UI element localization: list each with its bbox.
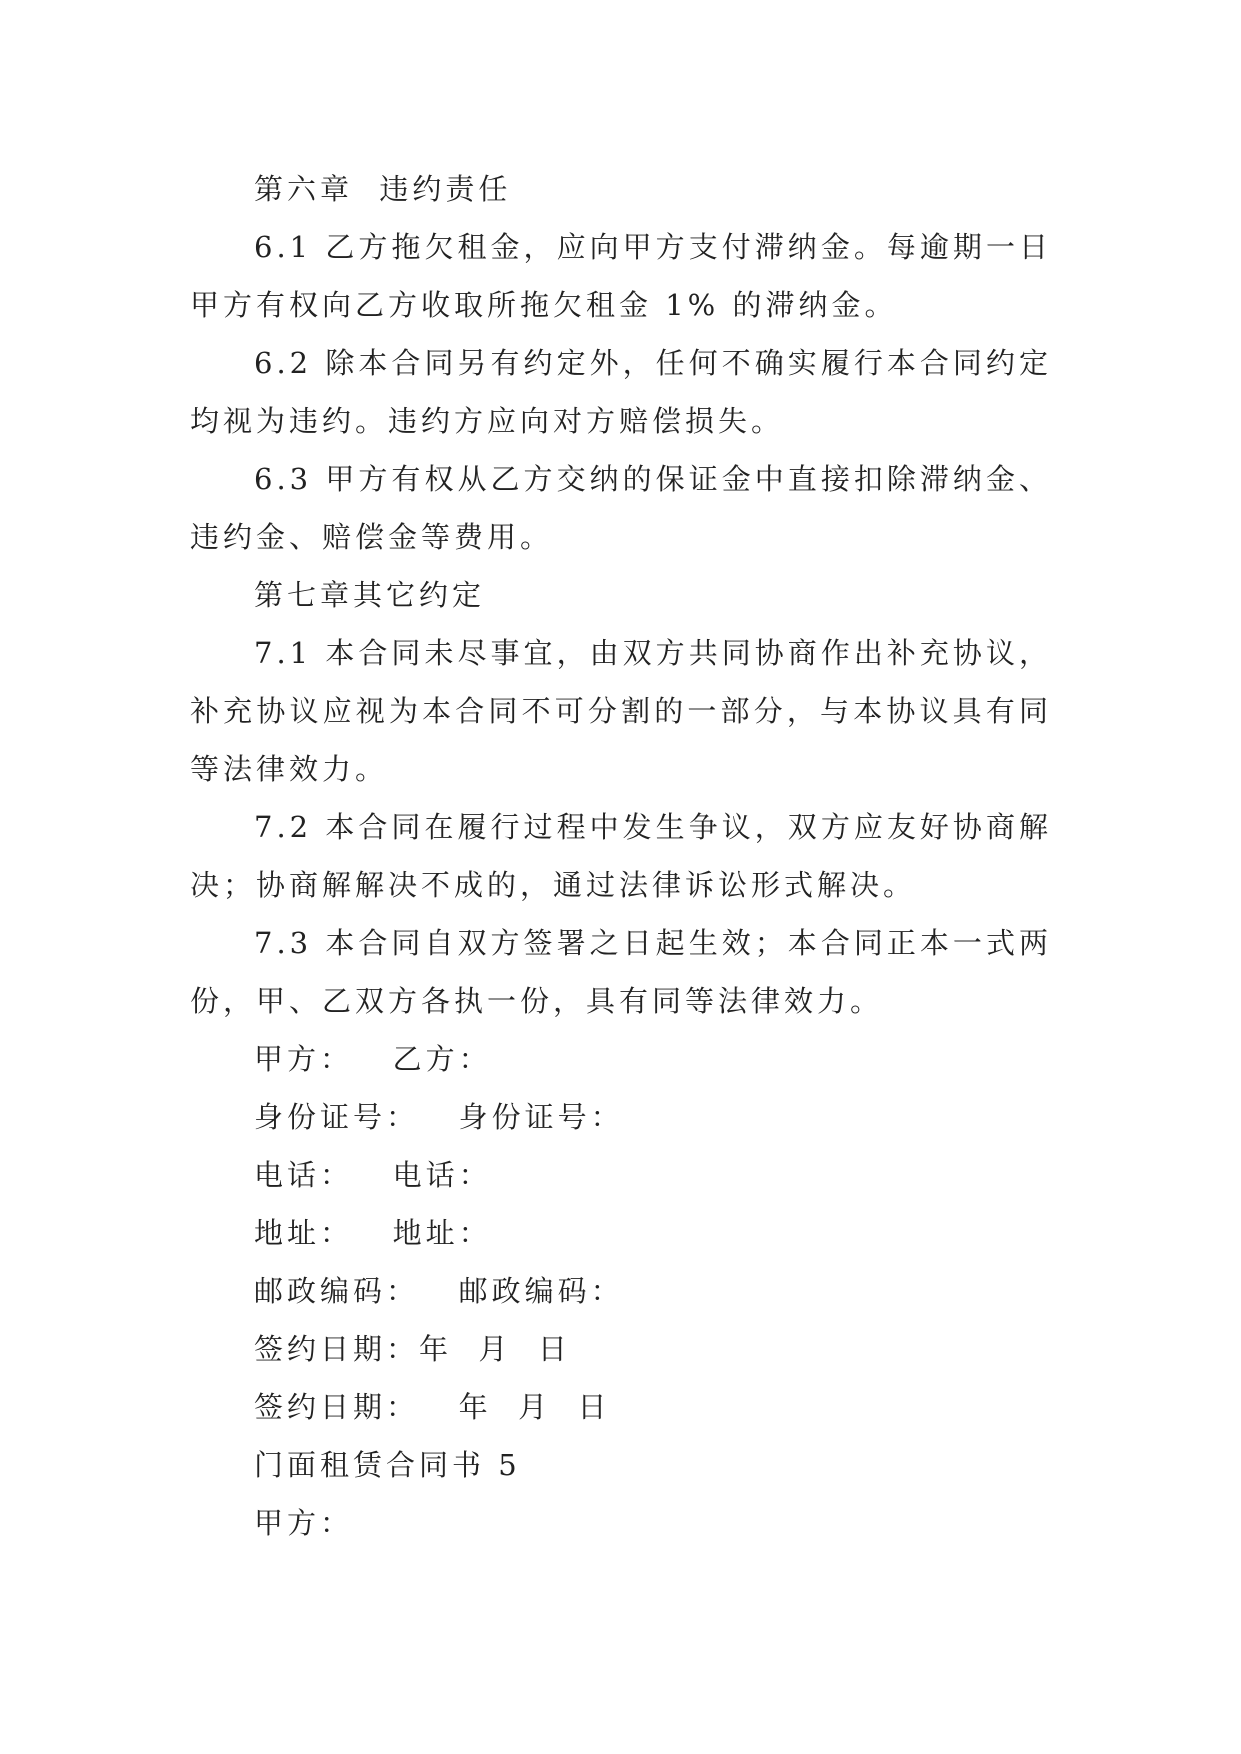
clause-6-3: 6.3 甲方有权从乙方交纳的保证金中直接扣除滞纳金、违约金、赔偿金等费用。: [190, 462, 1052, 554]
clause-7-2: 7.2 本合同在履行过程中发生争议，双方应友好协商解决；协商解解决不成的，通过法律诉讼形式解决。: [190, 810, 1052, 902]
next-contract-title: 门面租赁合同书 5: [254, 1448, 521, 1482]
clause-6-1: 6.1 乙方拖欠租金，应向甲方支付滞纳金。每逾期一日甲方有权向乙方收取所拖欠租金 1% 的滞纳金。: [190, 230, 1052, 322]
next-contract-party-a: 甲方：: [254, 1506, 354, 1540]
signature-date-1: 签约日期：年 月 日: [254, 1332, 571, 1366]
chapter-7-title: 第七章其它约定: [254, 578, 486, 612]
signature-id-number: 身份证号： 身份证号：: [254, 1100, 624, 1134]
chapter-6-title: 第六章 违约责任: [254, 172, 512, 206]
signature-postcode: 邮政编码： 邮政编码：: [254, 1274, 624, 1308]
signature-parties: 甲方： 乙方：: [254, 1042, 492, 1076]
signature-address: 地址： 地址：: [254, 1216, 492, 1250]
signature-phone: 电话： 电话：: [254, 1158, 492, 1192]
clause-7-1: 7.1 本合同未尽事宜，由双方共同协商作出补充协议，补充协议应视为本合同不可分割的一部分，与本协议具有同等法律效力。: [190, 636, 1052, 786]
clause-6-2: 6.2 除本合同另有约定外，任何不确实履行本合同约定均视为违约。违约方应向对方赔偿损失。: [190, 346, 1052, 438]
clause-7-3: 7.3 本合同自双方签署之日起生效；本合同正本一式两份，甲、乙双方各执一份，具有同等法律效力。: [190, 926, 1052, 1018]
signature-date-2: 签约日期： 年 月 日: [254, 1390, 611, 1424]
document-page: [190, 160, 1052, 1552]
